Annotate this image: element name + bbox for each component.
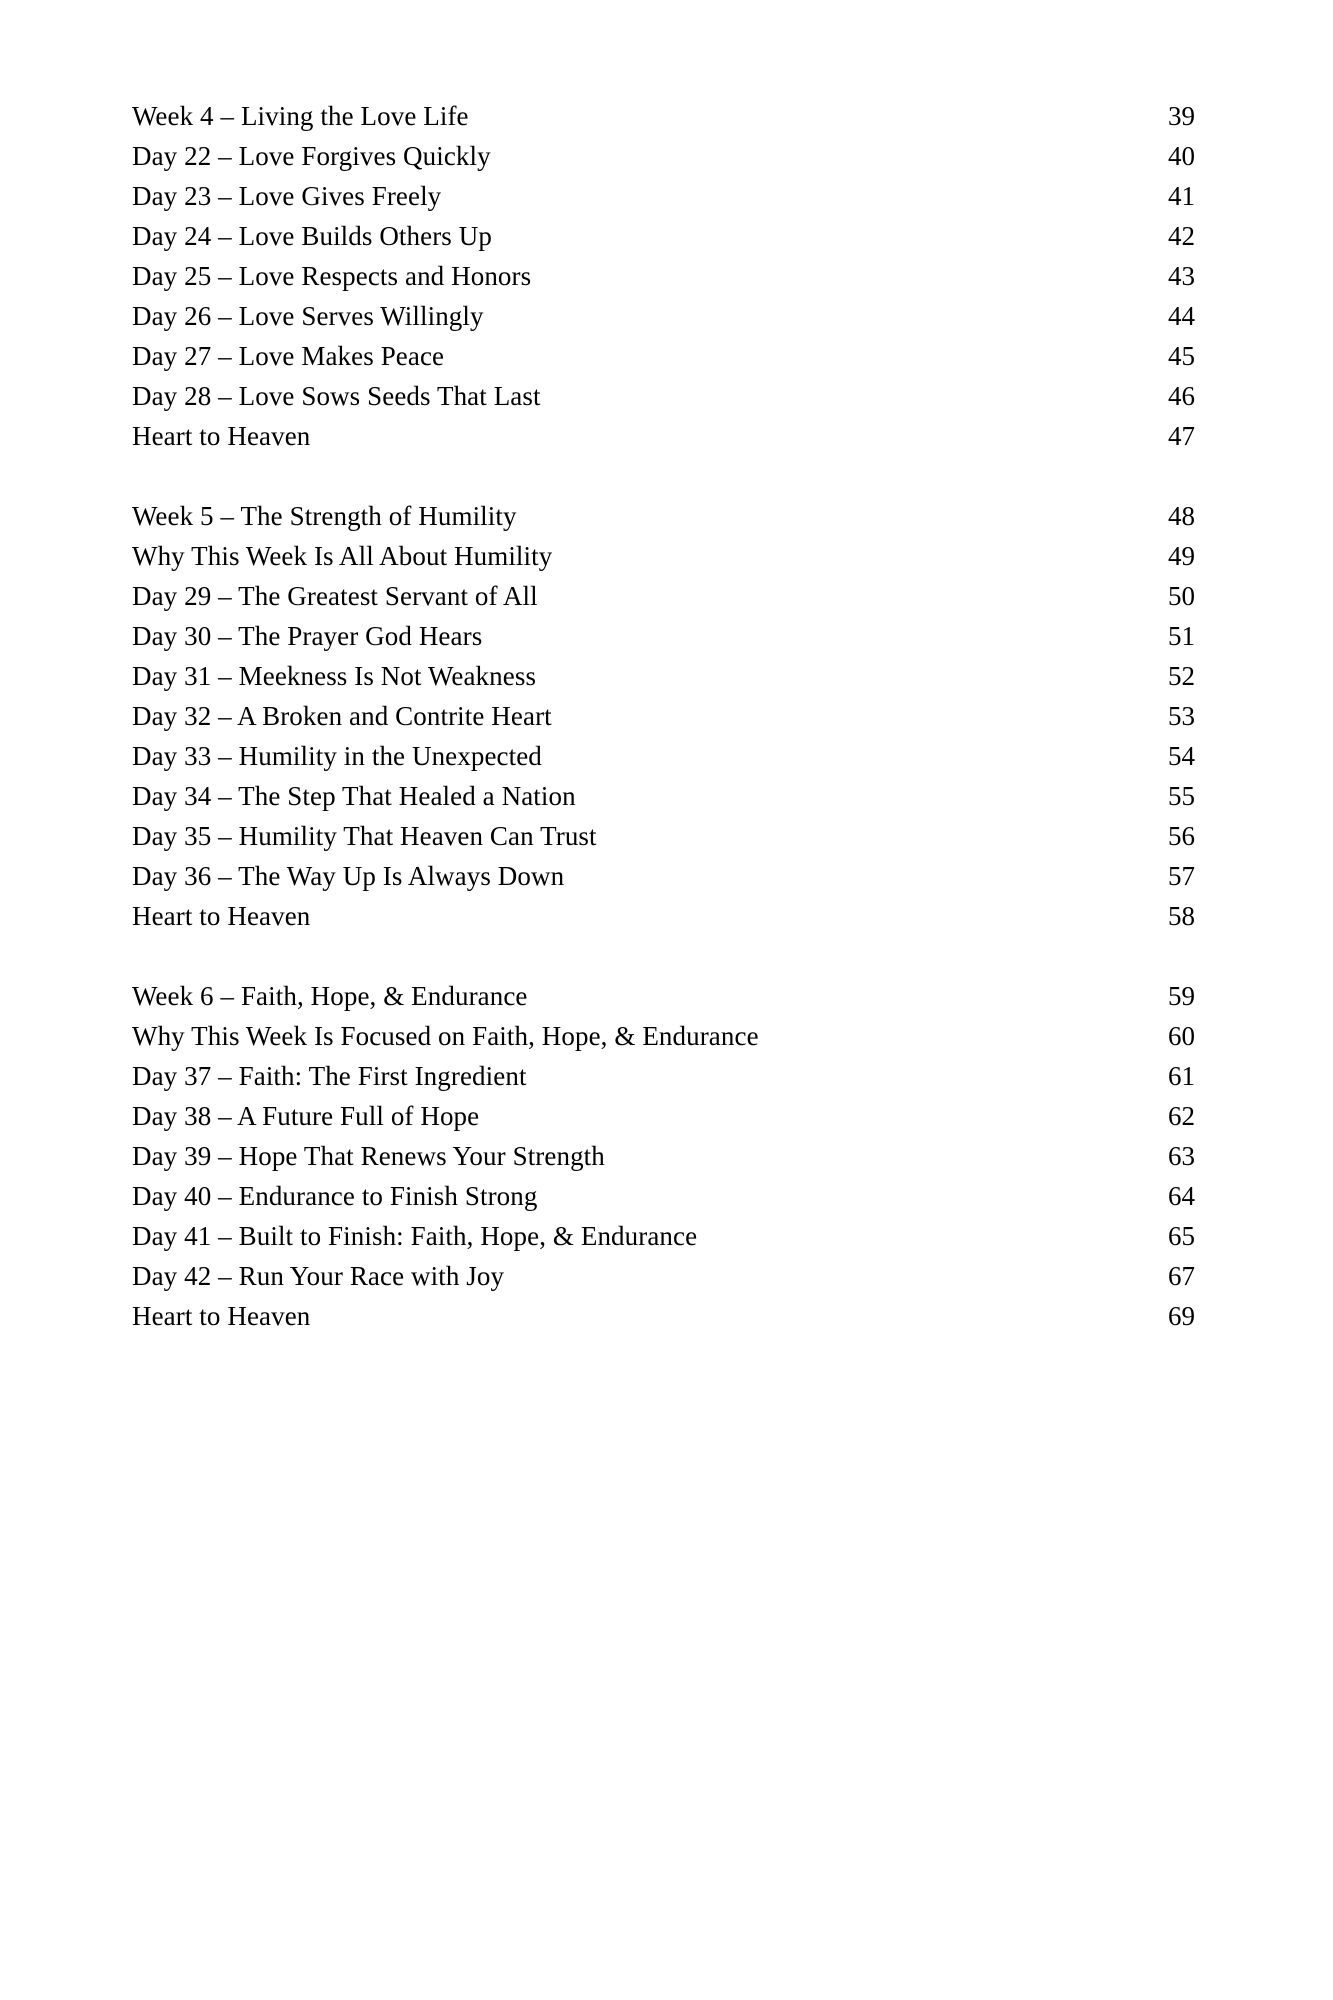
toc-entry-title: Day 36 – The Way Up Is Always Down [132,861,565,891]
toc-entry-page-number: 39 [1168,101,1195,131]
toc-entry[interactable] [132,176,1195,216]
toc-entry-page-number: 64 [1168,1181,1195,1211]
toc-entry-title: Day 27 – Love Makes Peace [132,341,445,371]
toc-entry-title: Day 29 – The Greatest Servant of All [132,581,538,611]
toc-entry-page-number: 47 [1168,421,1195,451]
toc-entry-title: Day 30 – The Prayer God Hears [132,621,483,651]
toc-entry[interactable] [132,656,1195,696]
toc-entry-title: Day 40 – Endurance to Finish Strong [132,1181,538,1211]
toc-entry-page-number: 42 [1168,221,1195,251]
toc-entry[interactable] [132,576,1195,616]
toc-entry-page-number: 54 [1168,741,1195,771]
toc-entry-page-number: 67 [1168,1261,1195,1291]
toc-entry[interactable] [132,376,1195,416]
toc-block-week-4 [132,96,1195,456]
toc-entry[interactable] [132,96,1195,136]
toc-entry[interactable] [132,896,1195,936]
toc-entry[interactable] [132,1296,1195,1336]
toc-entry[interactable] [132,616,1195,656]
toc-entry-title: Heart to Heaven [132,1301,311,1331]
toc-entry-page-number: 53 [1168,701,1195,731]
toc-entry-title: Day 23 – Love Gives Freely [132,181,442,211]
toc-entry-page-number: 51 [1168,621,1195,651]
toc-block-week-6 [132,976,1195,1336]
toc-entry-page-number: 56 [1168,821,1195,851]
toc-entry-title: Week 5 – The Strength of Humility [132,501,517,531]
toc-entry[interactable] [132,696,1195,736]
toc-entry-page-number: 50 [1168,581,1195,611]
toc-entry-title: Why This Week Is All About Humility [132,541,553,571]
toc-entry[interactable] [132,256,1195,296]
toc-entry-page-number: 52 [1168,661,1195,691]
toc-entry-page-number: 55 [1168,781,1195,811]
toc-entry-title: Day 38 – A Future Full of Hope [132,1101,480,1131]
toc-entry-page-number: 59 [1168,981,1195,1011]
toc-entry-title: Day 26 – Love Serves Willingly [132,301,484,331]
toc-entry-page-number: 62 [1168,1101,1195,1131]
toc-entry-title: Week 6 – Faith, Hope, & Endurance [132,981,528,1011]
toc-entry-title: Heart to Heaven [132,421,311,451]
toc-entry-title: Day 24 – Love Builds Others Up [132,221,492,251]
toc-entry-title: Heart to Heaven [132,901,311,931]
toc-block-week-5 [132,496,1195,936]
toc-entry-page-number: 43 [1168,261,1195,291]
toc-entry[interactable] [132,976,1195,1016]
toc-entry-title: Day 28 – Love Sows Seeds That Last [132,381,541,411]
toc-entry-page-number: 65 [1168,1221,1195,1251]
toc-entry[interactable] [132,336,1195,376]
toc-entry[interactable] [132,856,1195,896]
toc-entry-page-number: 63 [1168,1141,1195,1171]
toc-entry-page-number: 61 [1168,1061,1195,1091]
toc-entry[interactable] [132,1096,1195,1136]
toc-entry-title: Day 39 – Hope That Renews Your Strength [132,1141,605,1171]
toc-entry-title: Week 4 – Living the Love Life [132,101,469,131]
table-of-contents [132,96,1195,1336]
toc-entry[interactable] [132,416,1195,456]
toc-entry[interactable] [132,776,1195,816]
toc-entry[interactable] [132,536,1195,576]
toc-entry-page-number: 44 [1168,301,1195,331]
toc-entry-page-number: 46 [1168,381,1195,411]
toc-entry-page-number: 48 [1168,501,1195,531]
toc-entry-title: Day 41 – Built to Finish: Faith, Hope, & Endurance [132,1221,698,1251]
toc-entry[interactable] [132,1136,1195,1176]
toc-entry-title: Day 22 – Love Forgives Quickly [132,141,491,171]
toc-entry-title: Day 32 – A Broken and Contrite Heart [132,701,552,731]
toc-entry-page-number: 57 [1168,861,1195,891]
toc-entry-title: Day 33 – Humility in the Unexpected [132,741,542,771]
toc-entry[interactable] [132,736,1195,776]
toc-entry-page-number: 69 [1168,1301,1195,1331]
toc-entry[interactable] [132,1176,1195,1216]
toc-entry-page-number: 40 [1168,141,1195,171]
toc-entry-title: Day 31 – Meekness Is Not Weakness [132,661,537,691]
toc-entry[interactable] [132,496,1195,536]
toc-entry[interactable] [132,1016,1195,1056]
toc-entry-page-number: 49 [1168,541,1195,571]
toc-entry[interactable] [132,816,1195,856]
toc-entry-title: Day 25 – Love Respects and Honors [132,261,532,291]
toc-entry[interactable] [132,216,1195,256]
toc-entry-title: Day 42 – Run Your Race with Joy [132,1261,505,1291]
toc-entry[interactable] [132,296,1195,336]
toc-entry[interactable] [132,1256,1195,1296]
toc-entry-title: Day 35 – Humility That Heaven Can Trust [132,821,597,851]
toc-entry[interactable] [132,136,1195,176]
toc-entry[interactable] [132,1216,1195,1256]
toc-entry[interactable] [132,1056,1195,1096]
toc-entry-page-number: 58 [1168,901,1195,931]
toc-entry-page-number: 41 [1168,181,1195,211]
toc-entry-title: Day 37 – Faith: The First Ingredient [132,1061,527,1091]
toc-entry-title: Day 34 – The Step That Healed a Nation [132,781,576,811]
toc-entry-page-number: 45 [1168,341,1195,371]
toc-entry-title: Why This Week Is Focused on Faith, Hope, & Endurance [132,1021,759,1051]
toc-entry-page-number: 60 [1168,1021,1195,1051]
